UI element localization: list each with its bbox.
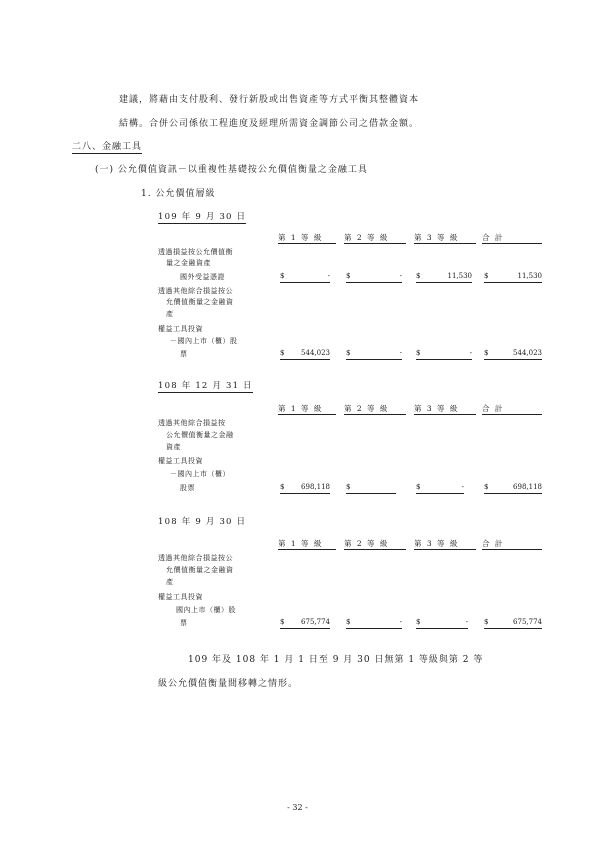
subsection-heading: (一) 公允價值資訊－以重複性基礎按公允價值衡量之金融工具 [95, 165, 368, 175]
table3-row1-level1: $ 675,774 [280, 618, 330, 628]
table2-col-rule [482, 414, 542, 415]
table2-row1-level1: $ 698,118 [280, 483, 330, 493]
table2-col-level3: 第 3 等 級 [414, 404, 459, 413]
table2-row1-level3: $ - [416, 483, 464, 493]
table2-date-text: 108 年 12 月 31 日 [158, 381, 253, 391]
table1-label-2: 量之金融資產 [166, 259, 211, 267]
table2-date [158, 379, 253, 393]
table1-date-text: 109 年 9 月 30 日 [158, 212, 247, 222]
table1-label-4: 透過其他綜合損益按公 [158, 287, 233, 295]
table3-date: 108 年 9 月 30 日 [158, 517, 247, 527]
table3-col-total: 合 計 [482, 539, 504, 548]
table1-col-level2: 第 2 等 級 [344, 233, 389, 242]
table1-label-8: －國內上市（櫃）股 [170, 337, 238, 345]
table1-col-rule [278, 243, 336, 244]
closing-line-2: 級公允價值衡量間移轉之情形。 [158, 679, 299, 689]
table3-label-5: 國內上市（櫃）股 [176, 606, 236, 614]
table1-label-7: 權益工具投資 [158, 325, 203, 333]
table2-col-rule [414, 414, 476, 415]
table2-col-rule [344, 414, 406, 415]
table2-label-4: 權益工具投資 [158, 457, 203, 465]
table2-label-5: －國內上市（櫃） [170, 470, 230, 478]
section-heading-text: 二八、金融工具 [72, 139, 142, 154]
intro-line-2: 結構。合併公司係依工程進度及經理所需資金調節公司之借款金額。 [119, 119, 420, 129]
table1-label-3: 國外受益憑證 [180, 273, 225, 281]
table1-row2-level3: $ - [416, 349, 472, 359]
table3-col-rule [344, 549, 406, 550]
intro-line-1: 建議，將藉由支付股利、發行新股或出售資產等方式平衡其整體資本 [119, 95, 420, 105]
table2-col-rule [278, 414, 336, 415]
table1-row2-total: $ 544,023 [484, 349, 542, 359]
table3-label-6: 票 [180, 619, 188, 627]
table1-label-9: 票 [180, 350, 188, 358]
table3-label-1: 透過其他綜合損益按公 [158, 554, 233, 562]
table2-label-6: 股票 [180, 484, 195, 492]
table3-col-level2: 第 2 等 級 [344, 539, 389, 548]
table1-col-total: 合 計 [482, 233, 504, 242]
table1-row1-level3: $ 11,530 [416, 272, 472, 282]
table1-row1-total: $ 11,530 [484, 272, 542, 282]
table1-col-rule [482, 243, 542, 244]
table3-col-level3: 第 3 等 級 [414, 539, 459, 548]
table3-label-4: 權益工具投資 [158, 593, 203, 601]
table3-row1-total: $ 675,774 [484, 618, 542, 628]
table2-col-level2: 第 2 等 級 [344, 404, 389, 413]
table3-col-level1: 第 1 等 級 [278, 539, 323, 548]
table3-row1-level3: $ - [416, 618, 468, 628]
table2-row1-level2: $ [346, 483, 396, 493]
table1-label-5: 允價值衡量之金融資 [166, 298, 234, 306]
table2-col-level1: 第 1 等 級 [278, 404, 323, 413]
page-number: - 32 - [287, 803, 308, 812]
table3-col-rule [414, 549, 476, 550]
table1-label-1: 透過損益按公允價值衡 [158, 248, 233, 256]
table2-col-total: 合 計 [482, 404, 504, 413]
table2-row1-total: $ 698,118 [484, 483, 542, 493]
sub-subsection-heading: 1. 公允價值層級 [141, 189, 216, 199]
table1-col-level3: 第 3 等 級 [414, 233, 459, 242]
table3-label-3: 產 [166, 578, 174, 586]
table3-label-2: 允價值衡量之金融資 [166, 566, 234, 574]
table1-col-rule [344, 243, 406, 244]
table2-label-2: 公允價值衡量之金融 [166, 431, 234, 439]
table1-row2-level1: $ 544,023 [280, 349, 330, 359]
table3-row1-level2: $ - [346, 618, 402, 628]
closing-line-1: 109 年及 108 年 1 月 1 日至 9 月 30 日無第 1 等級與第 2 等 [188, 655, 484, 665]
table1-col-level1: 第 1 等 級 [278, 233, 323, 242]
table1-col-rule [414, 243, 476, 244]
table3-col-rule [278, 549, 336, 550]
table1-row1-level1: $ - [280, 272, 330, 282]
section-heading [72, 139, 142, 154]
table1-row1-level2: $ - [346, 272, 402, 282]
table3-col-rule [482, 549, 542, 550]
table2-label-3: 資產 [166, 443, 181, 451]
table2-label-1: 透過其他綜合損益按 [158, 419, 226, 427]
table1-label-6: 產 [166, 310, 174, 318]
table1-row2-level2: $ - [346, 349, 402, 359]
table1-date [158, 210, 246, 224]
